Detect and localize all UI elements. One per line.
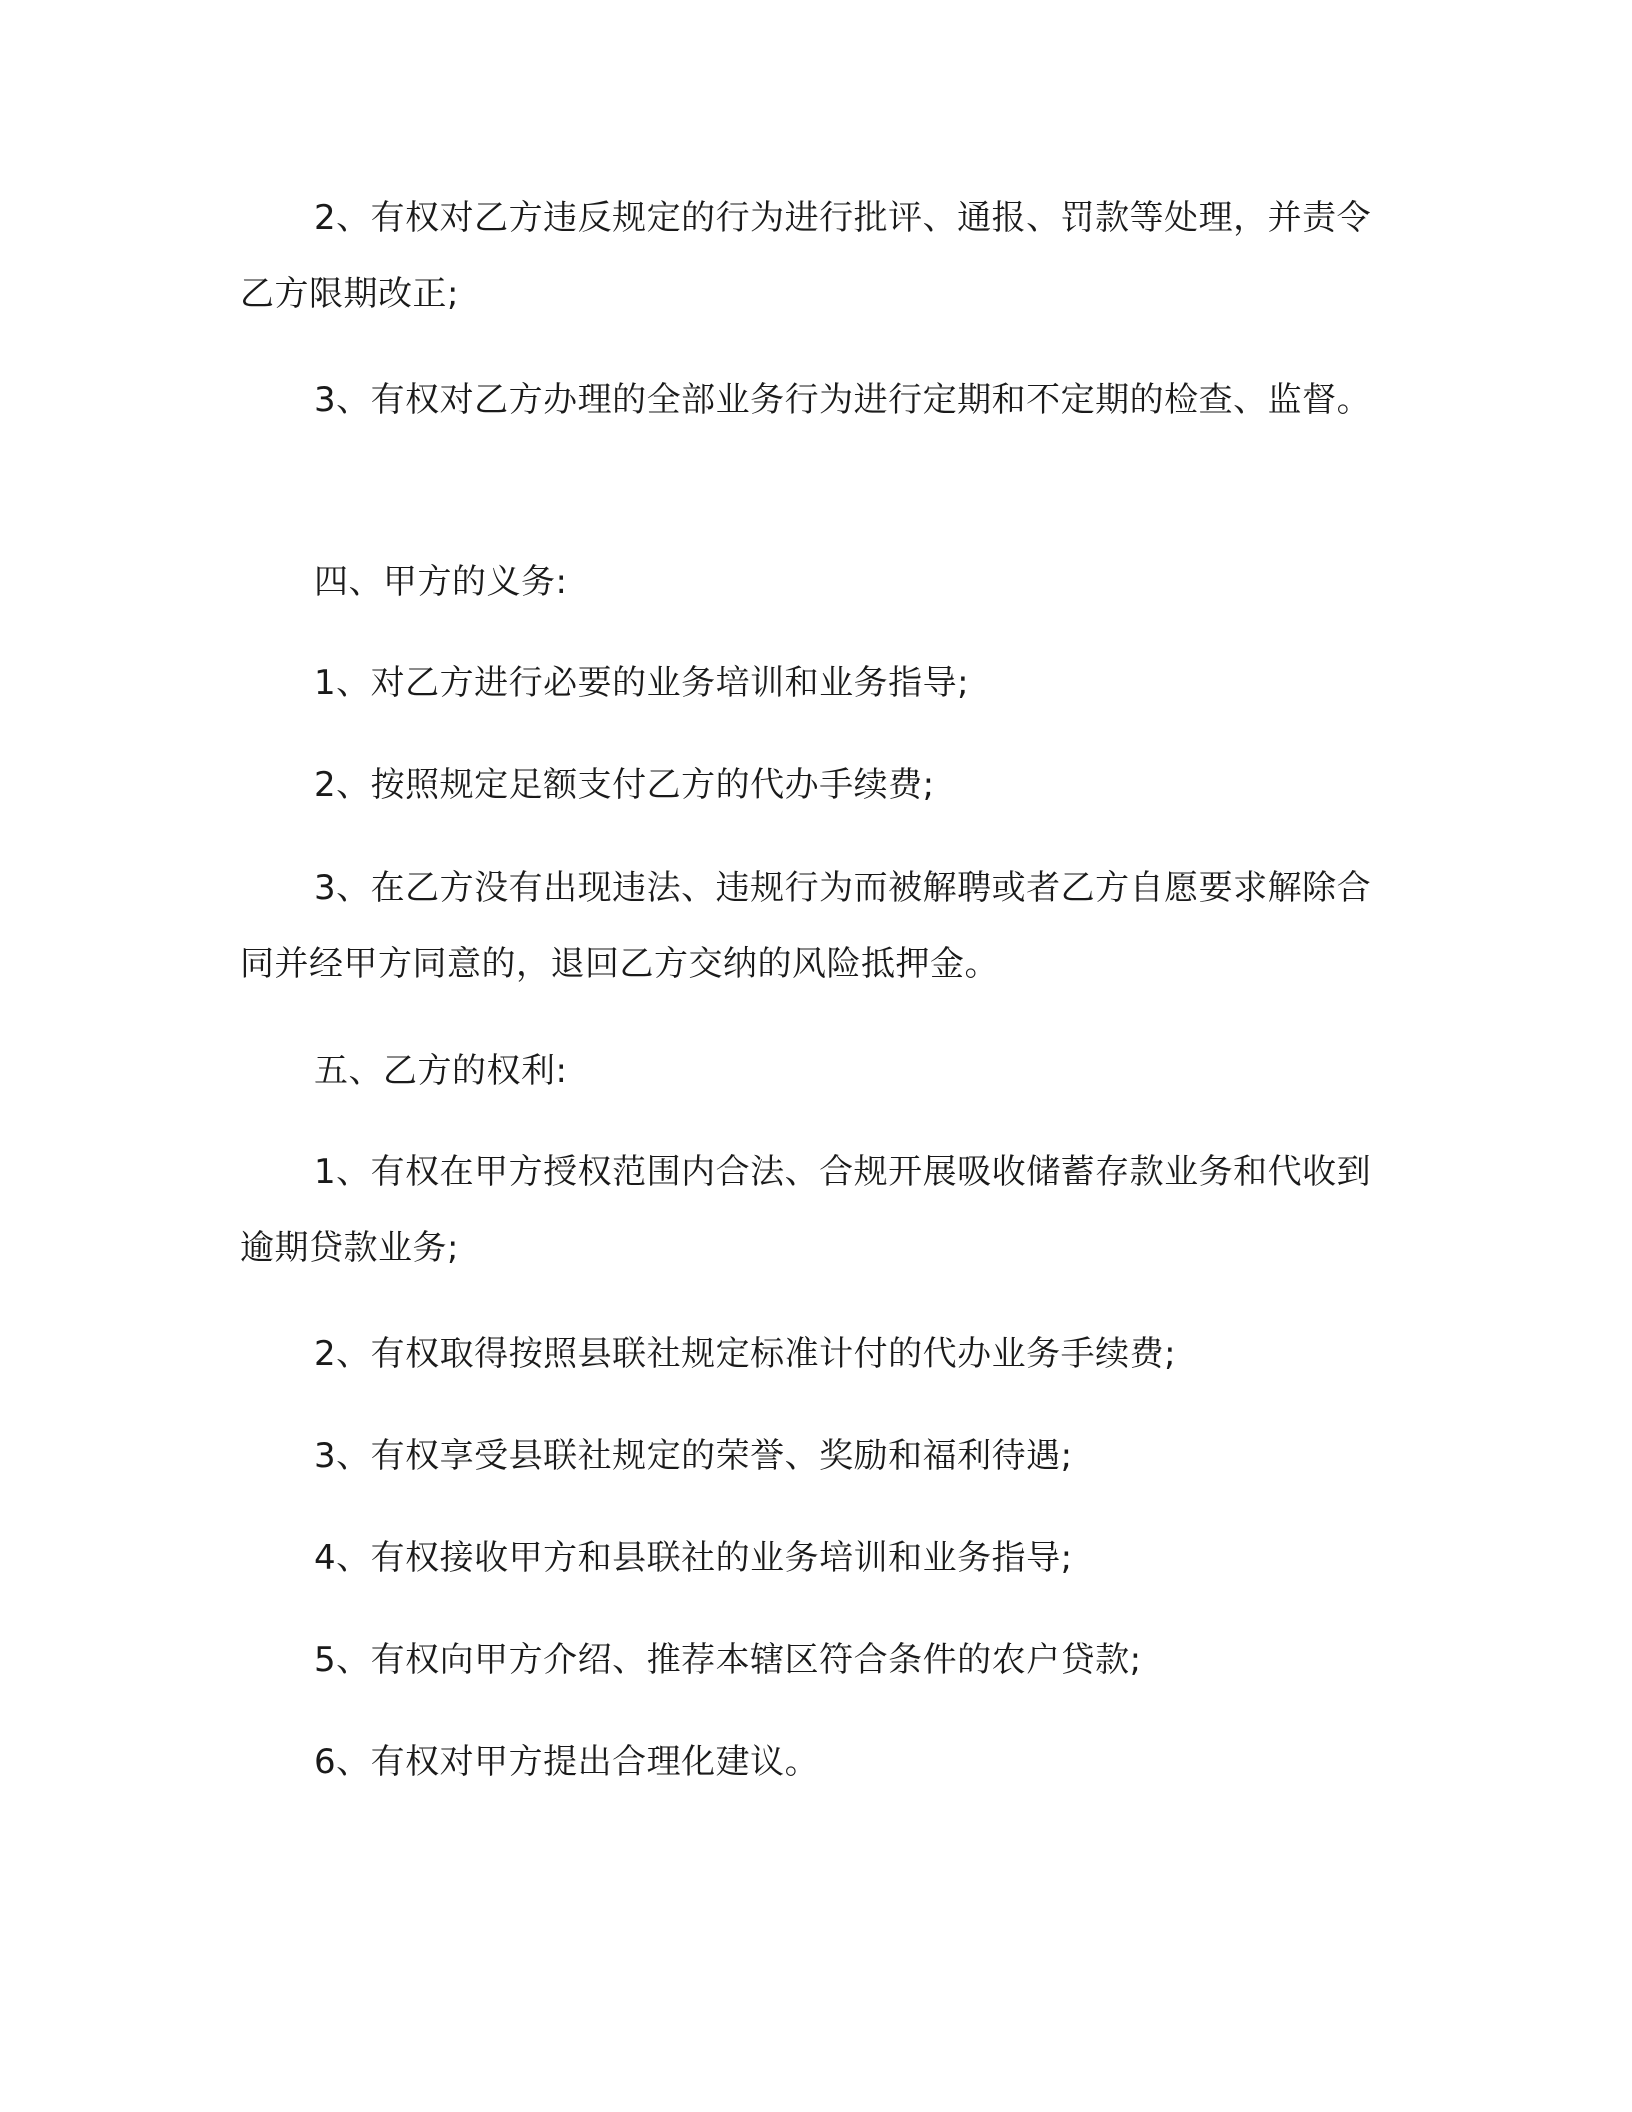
paragraph-b-rights-3: 3、有权享受县联社规定的荣誉、奖励和福利待遇; xyxy=(314,1436,1073,1476)
paragraph-b-rights-6: 6、有权对甲方提出合理化建议。 xyxy=(314,1742,820,1782)
section-heading-party-a-obligations: 四、甲方的义务: xyxy=(314,562,568,602)
paragraph-b-rights-5: 5、有权向甲方介绍、推荐本辖区符合条件的农户贷款; xyxy=(314,1640,1142,1680)
paragraph-obligation-1: 1、对乙方进行必要的业务培训和业务指导; xyxy=(314,663,970,703)
section-heading-party-b-rights: 五、乙方的权利: xyxy=(314,1051,568,1091)
paragraph-b-rights-2: 2、有权取得按照县联社规定标准计付的代办业务手续费; xyxy=(314,1334,1177,1374)
paragraph-obligation-2: 2、按照规定足额支付乙方的代办手续费; xyxy=(314,765,935,805)
paragraph-rights-3: 3、有权对乙方办理的全部业务行为进行定期和不定期的检查、监督。 xyxy=(314,380,1372,420)
paragraph-b-rights-1: 1、有权在甲方授权范围内合法、合规开展吸收储蓄存款业务和代收到逾期贷款业务; xyxy=(240,1152,1372,1268)
paragraph-obligation-3: 3、在乙方没有出现违法、违规行为而被解聘或者乙方自愿要求解除合同并经甲方同意的，退回乙方交纳的风险抵押金。 xyxy=(240,868,1372,984)
paragraph-b-rights-4: 4、有权接收甲方和县联社的业务培训和业务指导; xyxy=(314,1538,1073,1578)
paragraph-rights-2: 2、有权对乙方违反规定的行为进行批评、通报、罚款等处理，并责令乙方限期改正; xyxy=(240,198,1372,314)
